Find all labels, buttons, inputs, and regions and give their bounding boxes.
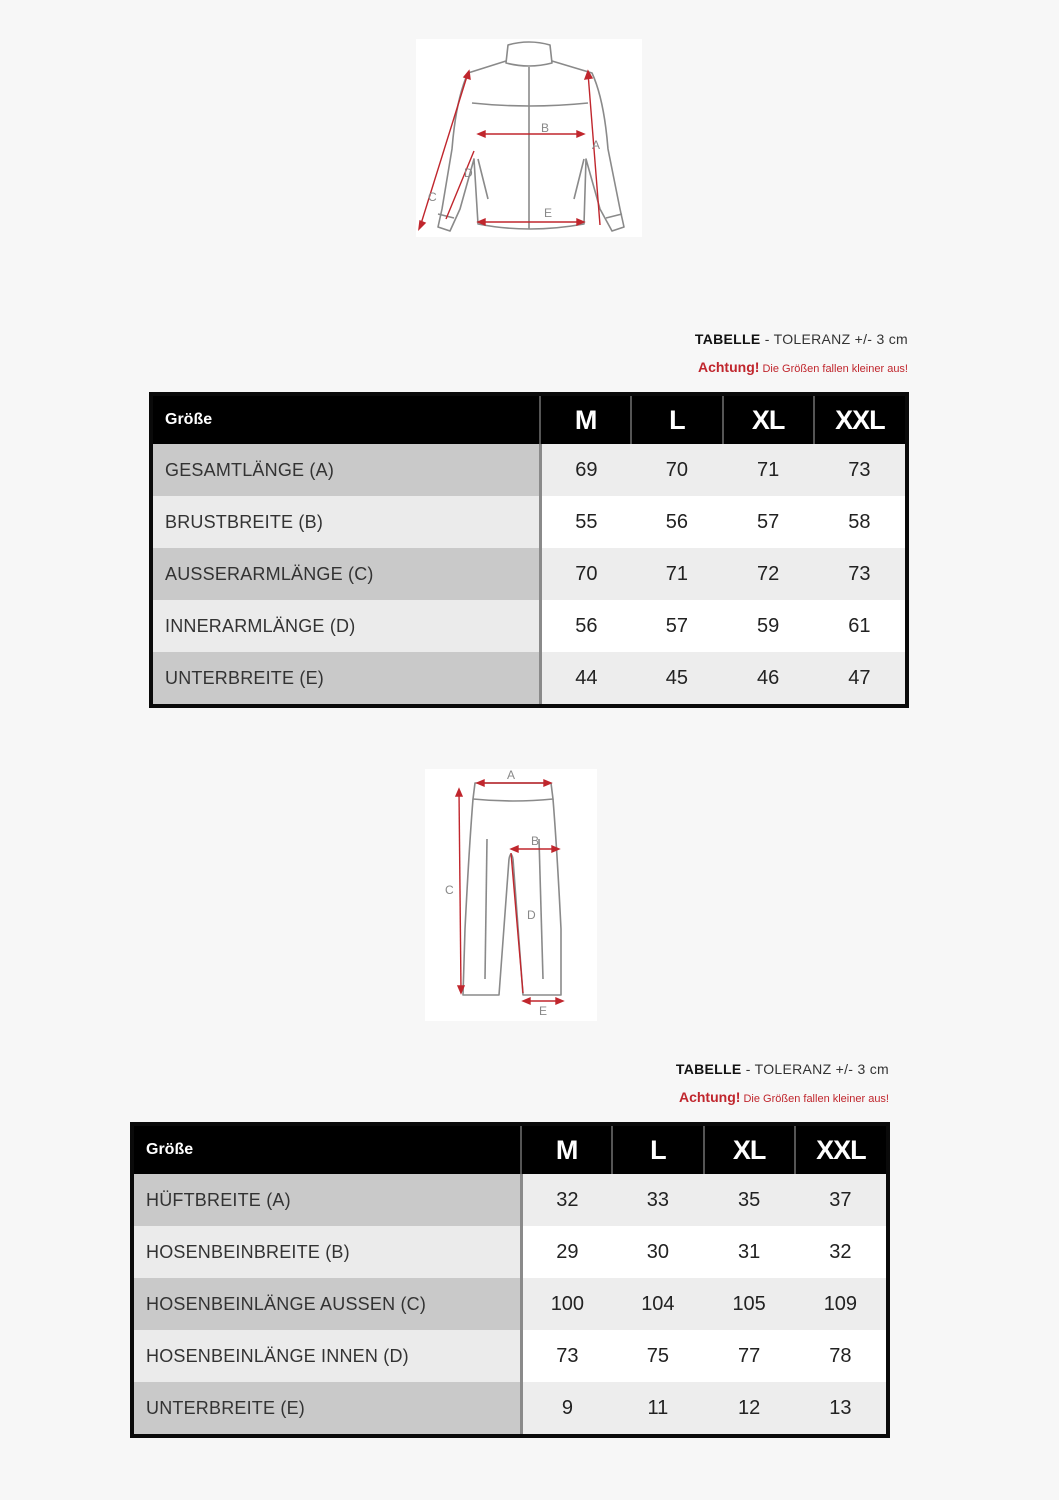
table-cell: 57	[723, 496, 814, 548]
warning-note	[676, 1089, 889, 1105]
table-row	[153, 444, 905, 496]
row-label: HÜFTBREITE (A)	[134, 1174, 521, 1226]
table-cell: 104	[612, 1278, 703, 1330]
label-e: E	[539, 1004, 548, 1018]
table-cell: 71	[631, 548, 722, 600]
pants-illustration	[425, 769, 597, 1021]
table-cell: 100	[521, 1278, 612, 1330]
table-row	[134, 1174, 886, 1226]
table-row	[134, 1382, 886, 1434]
tolerance-text: - TOLERANZ +/- 3 cm	[760, 331, 908, 347]
jacket-illustration	[416, 39, 642, 237]
table-cell: 109	[795, 1278, 886, 1330]
warning-title: Achtung!	[697, 359, 760, 375]
table-cell: 70	[631, 444, 722, 496]
table-row	[153, 548, 905, 600]
table-row	[153, 600, 905, 652]
row-label: GESAMTLÄNGE (A)	[153, 444, 540, 496]
tolerance-note	[695, 331, 908, 347]
table-cell: 29	[521, 1226, 612, 1278]
table-cell: 30	[612, 1226, 703, 1278]
pants-size-table	[130, 1122, 890, 1438]
jacket-measurement-diagram	[416, 39, 642, 237]
table-header-row	[153, 396, 905, 444]
row-label: AUSSERARMLÄNGE (C)	[153, 548, 540, 600]
table-cell: 46	[723, 652, 814, 704]
table-row	[134, 1278, 886, 1330]
row-label: UNTERBREITE (E)	[153, 652, 540, 704]
pants-measurement-diagram	[425, 769, 597, 1021]
size-xl: XL	[704, 1126, 795, 1174]
table-cell: 77	[704, 1330, 795, 1382]
table-cell: 73	[814, 548, 905, 600]
row-label: UNTERBREITE (E)	[134, 1382, 521, 1434]
table-cell: 9	[521, 1382, 612, 1434]
jacket-table-header	[695, 331, 908, 375]
size-xl: XL	[723, 396, 814, 444]
size-l: L	[612, 1126, 703, 1174]
size-m: M	[540, 396, 631, 444]
table-cell: 75	[612, 1330, 703, 1382]
row-label: HOSENBEINLÄNGE AUSSEN (C)	[134, 1278, 521, 1330]
table-cell: 57	[631, 600, 722, 652]
table-cell: 11	[612, 1382, 703, 1434]
label-c: C	[445, 883, 454, 897]
row-label: HOSENBEINLÄNGE INNEN (D)	[134, 1330, 521, 1382]
label-d: D	[527, 908, 536, 922]
label-d: D	[464, 166, 473, 180]
table-cell: 69	[540, 444, 631, 496]
table-row	[134, 1226, 886, 1278]
tolerance-title: TABELLE	[675, 1061, 742, 1077]
table-cell: 73	[521, 1330, 612, 1382]
size-header-label: Größe	[153, 396, 540, 444]
table-header-row	[134, 1126, 886, 1174]
size-m: M	[521, 1126, 612, 1174]
warning-text: Die Größen fallen kleiner aus!	[740, 1093, 889, 1105]
table-cell: 61	[814, 600, 905, 652]
row-label: BRUSTBREITE (B)	[153, 496, 540, 548]
table-cell: 71	[723, 444, 814, 496]
tolerance-text: - TOLERANZ +/- 3 cm	[741, 1061, 889, 1077]
table-cell: 105	[704, 1278, 795, 1330]
table-cell: 32	[795, 1226, 886, 1278]
label-c: C	[428, 190, 437, 204]
table-cell: 45	[631, 652, 722, 704]
label-b: B	[531, 834, 540, 848]
table-cell: 47	[814, 652, 905, 704]
table-row	[153, 652, 905, 704]
table-cell: 33	[612, 1174, 703, 1226]
table-cell: 13	[795, 1382, 886, 1434]
table-cell: 12	[704, 1382, 795, 1434]
label-a: A	[592, 138, 601, 152]
warning-note	[695, 359, 908, 375]
table-cell: 59	[723, 600, 814, 652]
table-cell: 35	[704, 1174, 795, 1226]
table-cell: 70	[540, 548, 631, 600]
table-cell: 37	[795, 1174, 886, 1226]
table-cell: 72	[723, 548, 814, 600]
table-cell: 31	[704, 1226, 795, 1278]
table-cell: 56	[540, 600, 631, 652]
table-cell: 58	[814, 496, 905, 548]
warning-title: Achtung!	[678, 1089, 741, 1105]
table-cell: 32	[521, 1174, 612, 1226]
tolerance-note	[676, 1061, 889, 1077]
table-cell: 73	[814, 444, 905, 496]
tolerance-title: TABELLE	[694, 331, 761, 347]
pants-table-header	[676, 1061, 889, 1105]
size-xxl: XXL	[795, 1126, 886, 1174]
table-row	[153, 496, 905, 548]
size-xxl: XXL	[814, 396, 905, 444]
size-header-label: Größe	[134, 1126, 521, 1174]
jacket-size-table	[149, 392, 909, 708]
size-l: L	[631, 396, 722, 444]
row-label: HOSENBEINBREITE (B)	[134, 1226, 521, 1278]
table-cell: 44	[540, 652, 631, 704]
row-label: INNERARMLÄNGE (D)	[153, 600, 540, 652]
label-b: B	[541, 121, 550, 135]
table-cell: 56	[631, 496, 722, 548]
label-a: A	[507, 769, 516, 782]
table-cell: 78	[795, 1330, 886, 1382]
label-e: E	[544, 206, 553, 220]
table-row	[134, 1330, 886, 1382]
table-cell: 55	[540, 496, 631, 548]
warning-text: Die Größen fallen kleiner aus!	[759, 363, 908, 375]
